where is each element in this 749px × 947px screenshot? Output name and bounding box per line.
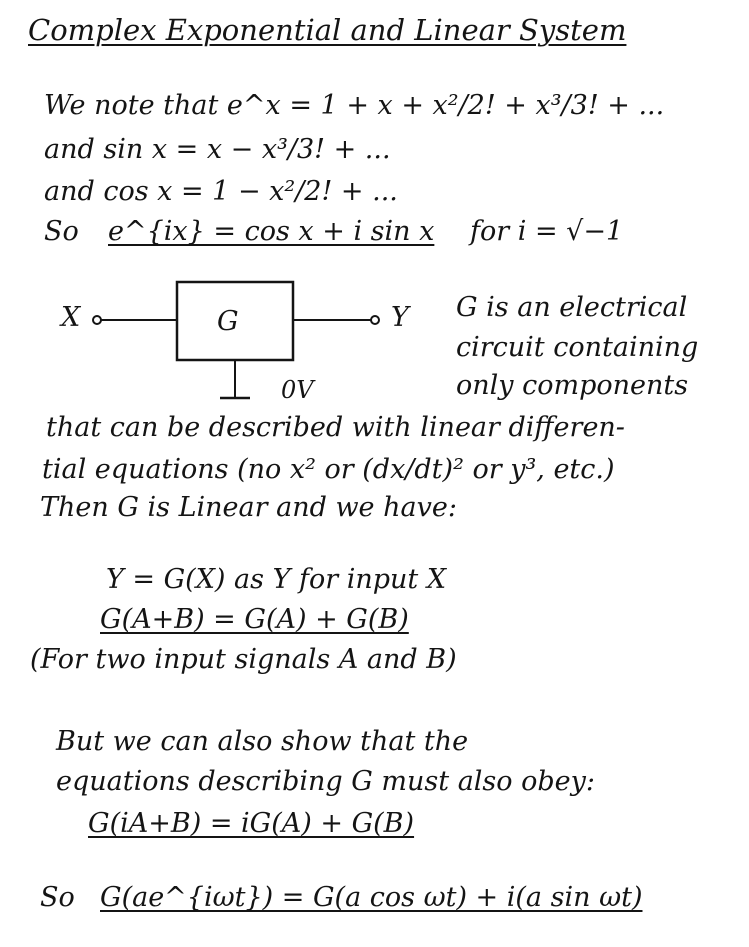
block-diagram [55, 278, 425, 408]
euler-formula: e^{ix} = cos x + i sin x [108, 216, 435, 247]
description-line-2: circuit containing [456, 332, 699, 363]
output-terminal [371, 316, 379, 324]
cos-series-line: and cos x = 1 − x²/2! + ... [44, 176, 398, 207]
paragraph-line-3: Then G is Linear and we have: [40, 492, 457, 523]
page-title: Complex Exponential and Linear System [28, 13, 627, 47]
input-label: X [61, 302, 81, 333]
euler-prefix: So [44, 216, 79, 247]
description-line-1: G is an electrical [456, 292, 688, 323]
also-line-1: But we can also show that the [56, 726, 469, 757]
final-prefix: So [40, 882, 75, 913]
ground-label: 0V [281, 376, 314, 404]
superposition-equation: G(A+B) = G(A) + G(B) [100, 604, 409, 635]
description-line-3: only components [456, 370, 689, 401]
paragraph-line-2: tial equations (no x² or (dx/dt)² or y³, etc.) [42, 454, 615, 485]
block-diagram-svg [55, 278, 425, 408]
final-equation: G(ae^{iωt}) = G(a cos ωt) + i(a sin ωt) [100, 882, 643, 913]
superposition-note: (For two input signals A and B) [30, 644, 457, 675]
output-equation: Y = G(X) as Y for input X [106, 564, 447, 595]
output-label: Y [391, 302, 409, 333]
exp-series-line: We note that e^x = 1 + x + x²/2! + x³/3! + ... [44, 90, 665, 121]
euler-suffix: for i = √−1 [470, 216, 624, 247]
paragraph-line-1: that can be described with linear differen- [46, 412, 625, 443]
block-label: G [217, 306, 239, 337]
also-line-2: equations describing G must also obey: [56, 766, 595, 797]
input-terminal [93, 316, 101, 324]
complex-equation: G(iA+B) = iG(A) + G(B) [88, 808, 415, 839]
sin-series-line: and sin x = x − x³/3! + ... [44, 134, 391, 165]
